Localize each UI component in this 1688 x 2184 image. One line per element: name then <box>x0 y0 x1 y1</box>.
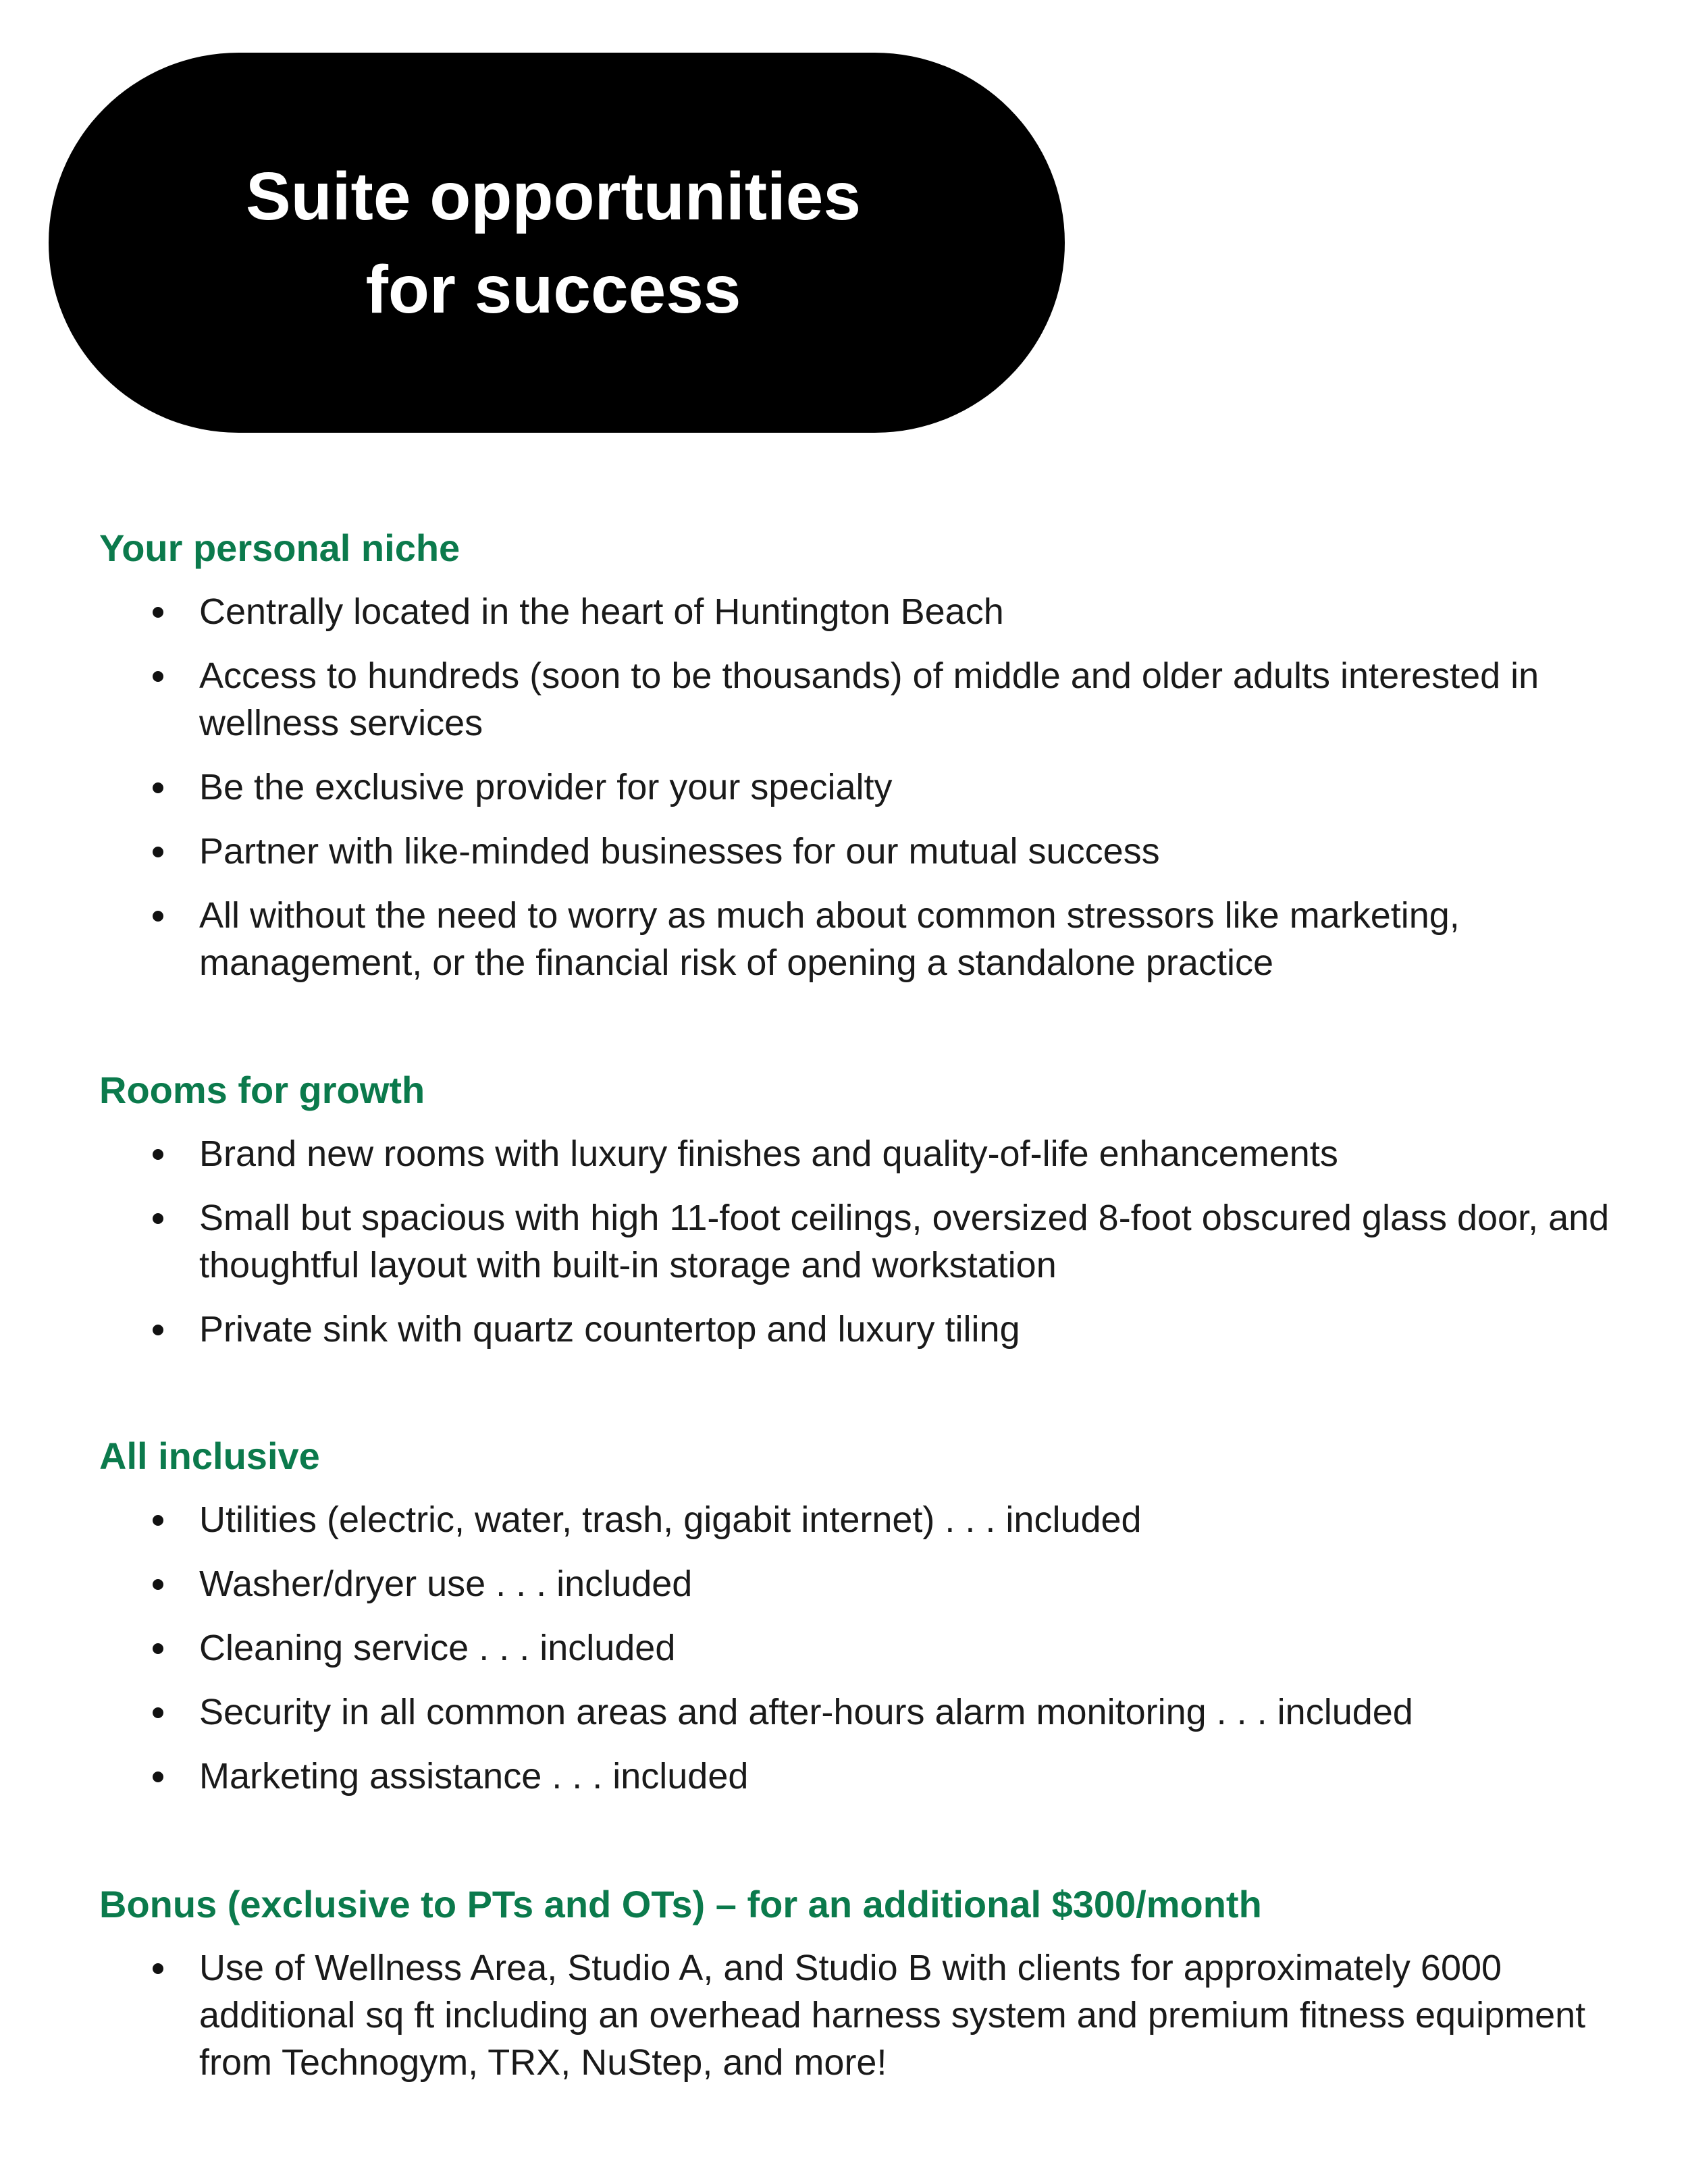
bullet-icon <box>153 1515 163 1526</box>
list-item <box>99 1753 1618 1800</box>
bullet-icon <box>153 847 163 857</box>
list-item-text: Small but spacious with high 11-foot ceilings, oversized 8-foot obscured glass door, and thoughtful layout with built-in storage and workstation <box>199 1198 1610 1285</box>
bullet-icon <box>153 1707 163 1718</box>
section-heading: Bonus (exclusive to PTs and OTs) – for an additional $300/month <box>99 1883 1262 1925</box>
bullet-list <box>99 1496 1618 1800</box>
list-item <box>99 764 1618 811</box>
page-title-line-2: for success <box>365 251 741 327</box>
list-item <box>99 828 1618 875</box>
page-title-line-1: Suite opportunities <box>245 158 862 234</box>
bullet-icon <box>153 607 163 618</box>
section-personal-niche <box>99 525 1618 1003</box>
list-item <box>99 1306 1618 1353</box>
section-heading: Rooms for growth <box>99 1069 425 1111</box>
list-item-text: Access to hundreds (soon to be thousands) of middle and older adults interested in wellness services <box>199 656 1539 743</box>
list-item <box>99 652 1618 747</box>
list-item <box>99 892 1618 986</box>
section-bonus <box>99 1881 1618 2103</box>
list-item-text: Washer/dryer use . . . included <box>199 1564 693 1604</box>
bullet-icon <box>153 782 163 793</box>
list-item <box>99 588 1618 635</box>
list-item <box>99 1624 1618 1672</box>
list-item-text: Centrally located in the heart of Huntington Beach <box>199 591 1004 632</box>
list-item-text: Marketing assistance . . . included <box>199 1756 749 1796</box>
bullet-list <box>99 1944 1618 2086</box>
bullet-icon <box>153 911 163 922</box>
bullet-icon <box>153 1149 163 1160</box>
list-item-text: Security in all common areas and after-hours alarm monitoring . . . included <box>199 1692 1413 1732</box>
list-item-text: Brand new rooms with luxury finishes and quality-of-life enhancements <box>199 1134 1338 1174</box>
list-item <box>99 1130 1618 1177</box>
list-item-text: Partner with like-minded businesses for our mutual success <box>199 831 1160 872</box>
list-item-text: Cleaning service . . . included <box>199 1628 676 1668</box>
list-item-text: Private sink with quartz countertop and luxury tiling <box>199 1309 1020 1350</box>
title-banner <box>49 53 1065 433</box>
bullet-icon <box>153 1325 163 1335</box>
bullet-icon <box>153 1772 163 1782</box>
section-rooms-for-growth <box>99 1067 1618 1370</box>
list-item-text: Use of Wellness Area, Studio A, and Studio B with clients for approximately 6000 additional sq ft including an overhead harness system and premium fitness equipment from Technogym, TRX, NuStep, and more! <box>199 1948 1586 2083</box>
list-item <box>99 1194 1618 1289</box>
list-item-text: All without the need to worry as much about common stressors like marketing, management, or the financial risk of opening a standalone practice <box>199 895 1460 983</box>
bullet-list <box>99 588 1618 986</box>
bullet-list <box>99 1130 1618 1353</box>
list-item-text: Utilities (electric, water, trash, gigabit internet) . . . included <box>199 1499 1142 1540</box>
list-item <box>99 1496 1618 1543</box>
list-item <box>99 1560 1618 1607</box>
bullet-icon <box>153 1579 163 1590</box>
list-item <box>99 1688 1618 1736</box>
bullet-icon <box>153 1643 163 1654</box>
bullet-icon <box>153 1963 163 1974</box>
page-title <box>182 150 925 336</box>
section-heading: Your personal niche <box>99 527 460 569</box>
list-item <box>99 1944 1618 2086</box>
section-heading: All inclusive <box>99 1435 320 1477</box>
bullet-icon <box>153 671 163 682</box>
section-all-inclusive <box>99 1433 1618 1817</box>
list-item-text: Be the exclusive provider for your specialty <box>199 767 893 807</box>
bullet-icon <box>153 1213 163 1224</box>
